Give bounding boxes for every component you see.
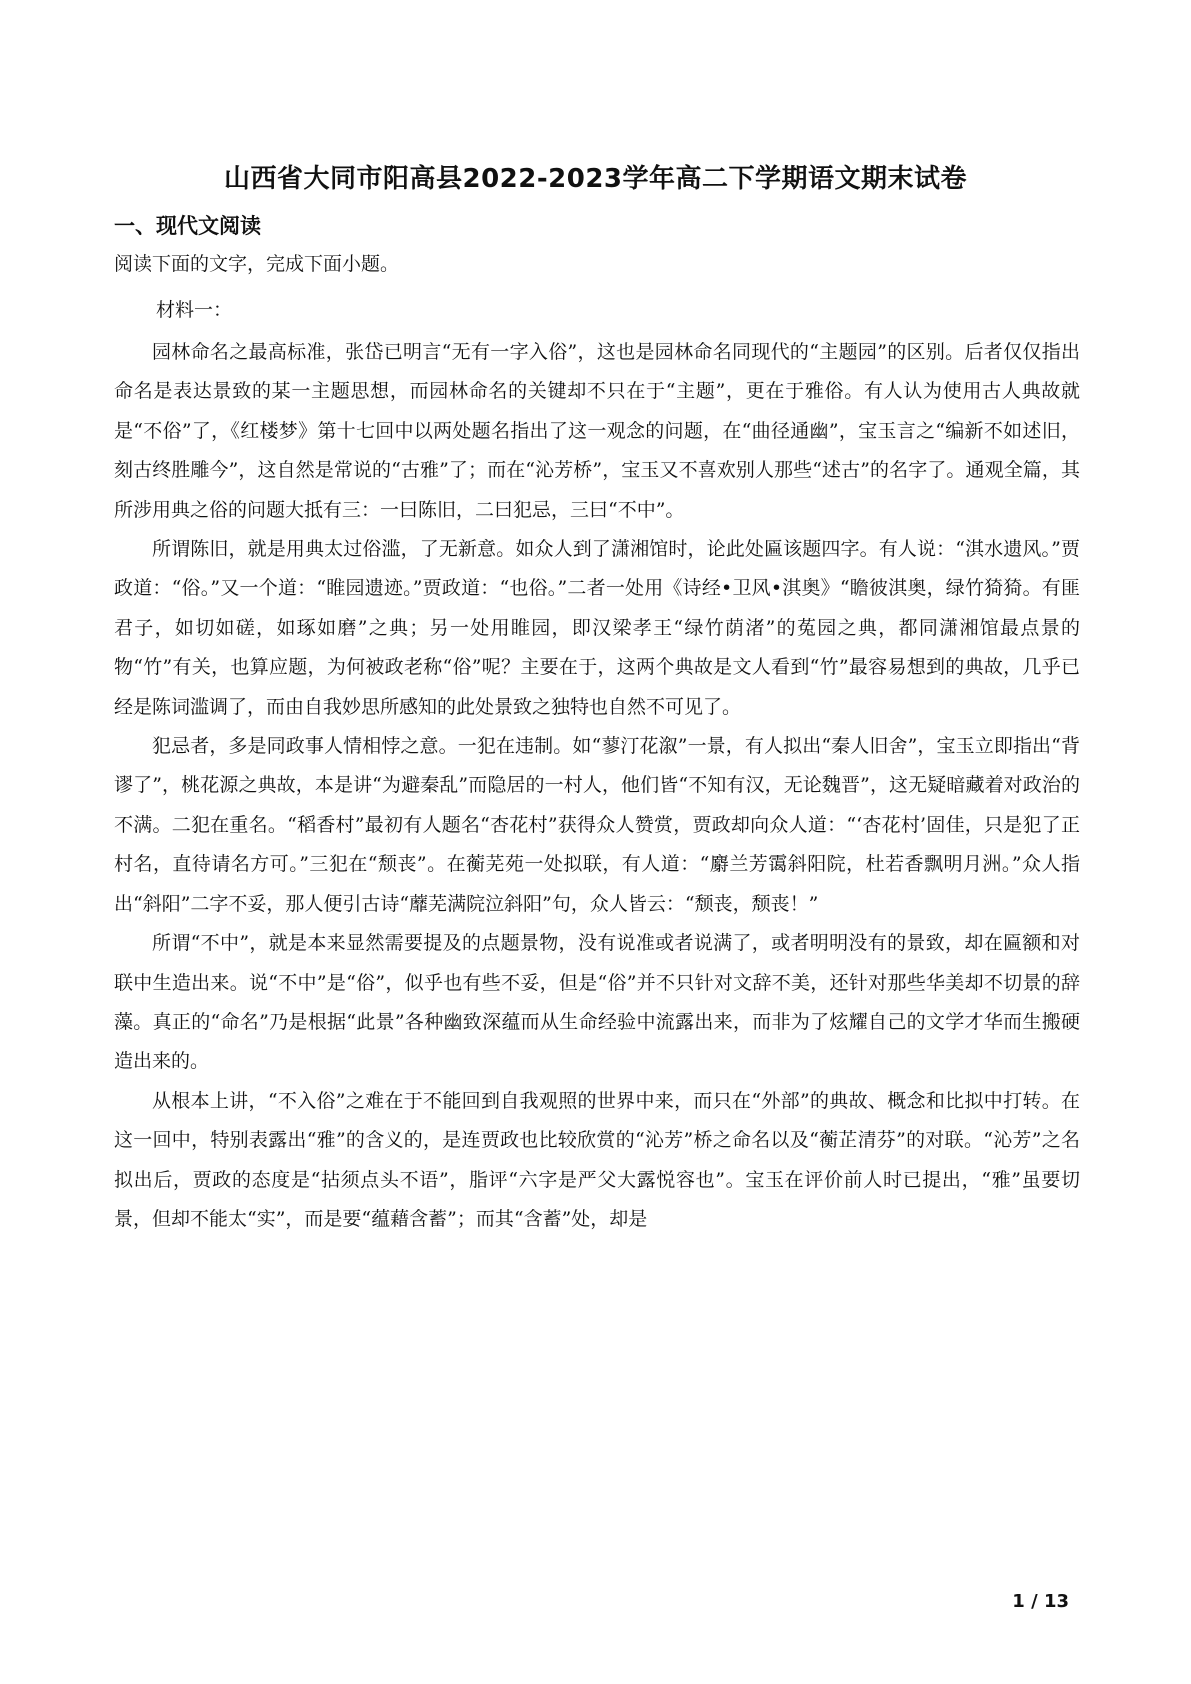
material-label: 材料一： (156, 299, 233, 321)
page-current: 1 (1012, 1591, 1025, 1612)
passage-paragraph: 从根本上讲，“不入俗”之难在于不能回到自我观照的世界中来，而只在“外部”的典故、概念和比拟中打转。在这一回中，特别表露出“雅”的含义的，是连贾政也比较欣赏的“沁芳”桥之命名以及“蘅芷清芬”的对联。“沁芳”之名拟出后，贾政的态度是“拈须点头不语”，脂评“六字是严父大露悦容也”。宝玉在评价前人时已提出，“雅”虽要切景，但却不能太“实”，而是要“蕴藉含蓄”；而其“含蓄”处，却是 (114, 1089, 1080, 1230)
page-total: 13 (1043, 1591, 1069, 1612)
page-separator: / (1024, 1591, 1044, 1612)
reading-instruction: 阅读下面的文字，完成下面小题。 (114, 253, 400, 275)
page-number (1012, 1591, 1069, 1612)
passage-paragraph: 园林命名之最高标准，张岱已明言“无有一字入俗”，这也是园林命名同现代的“主题园”的区别。后者仅仅指出命名是表达景致的某一主题思想，而园林命名的关键却不只在于“主题”，更在于雅俗。有人认为使用古人典故就是“不俗”了，《红楼梦》第十七回中以两处题名指出了这一观念的问题，在“曲径通幽”，宝玉言之“编新不如述旧，刻古终胜雕今”，这自然是常说的“古雅”了；而在“沁芳桥”，宝玉又不喜欢别人那些“述古”的名字了。通观全篇，其所涉用典之俗的问题大抵有三：一曰陈旧，二曰犯忌，三曰“不中”。 (114, 341, 1080, 521)
passage-paragraph: 所谓“不中”，就是本来显然需要提及的点题景物，没有说准或者说满了，或者明明没有的景致，却在匾额和对联中生造出来。说“不中”是“俗”，似乎也有些不妥，但是“俗”并不只针对文辞不美，还针对那些华美却不切景的辞藻。真正的“命名”乃是根据“此景”各种幽致深蕴而从生命经验中流露出来，而非为了炫耀自己的文学才华而生搬硬造出来的。 (114, 932, 1080, 1073)
section-heading: 一、现代文阅读 (114, 214, 261, 238)
passage-body (114, 333, 1080, 1239)
passage-paragraph: 犯忌者，多是同政事人情相悖之意。一犯在违制。如“蓼汀花溆”一景，有人拟出“秦人旧舍”，宝玉立即指出“背谬了”，桃花源之典故，本是讲“为避秦乱”而隐居的一村人，他们皆“不知有汉，无论魏晋”，这无疑暗藏着对政治的不满。二犯在重名。“稻香村”最初有人题名“杏花村”获得众人赞赏，贾政却向众人道：“‘杏花村’固佳，只是犯了正村名，直待请名方可。”三犯在“颓丧”。在蘅芜苑一处拟联，有人道：“麝兰芳霭斜阳院，杜若香飘明月洲。”众人指出“斜阳”二字不妥，那人便引古诗“蘼芜满院泣斜阳”句，众人皆云：“颓丧，颓丧！” (114, 735, 1080, 915)
passage-paragraph: 所谓陈旧，就是用典太过俗滥，了无新意。如众人到了潇湘馆时，论此处匾该题四字。有人说：“淇水遗风。”贾政道：“俗。”又一个道：“睢园遗迹。”贾政道：“也俗。”二者一处用《诗经•卫风•淇奥》“瞻彼淇奥，绿竹猗猗。有匪君子，如切如磋，如琢如磨”之典；另一处用睢园，即汉梁孝王“绿竹荫渚”的菟园之典，都同潇湘馆最点景的物“竹”有关，也算应题，为何被政老称“俗”呢？主要在于，这两个典故是文人看到“竹”最容易想到的典故，几乎已经是陈词滥调了，而由自我妙思所感知的此处景致之独特也自然不可见了。 (114, 538, 1080, 718)
exam-title: 山西省大同市阳高县2022-2023学年高二下学期语文期末试卷 (223, 164, 968, 194)
